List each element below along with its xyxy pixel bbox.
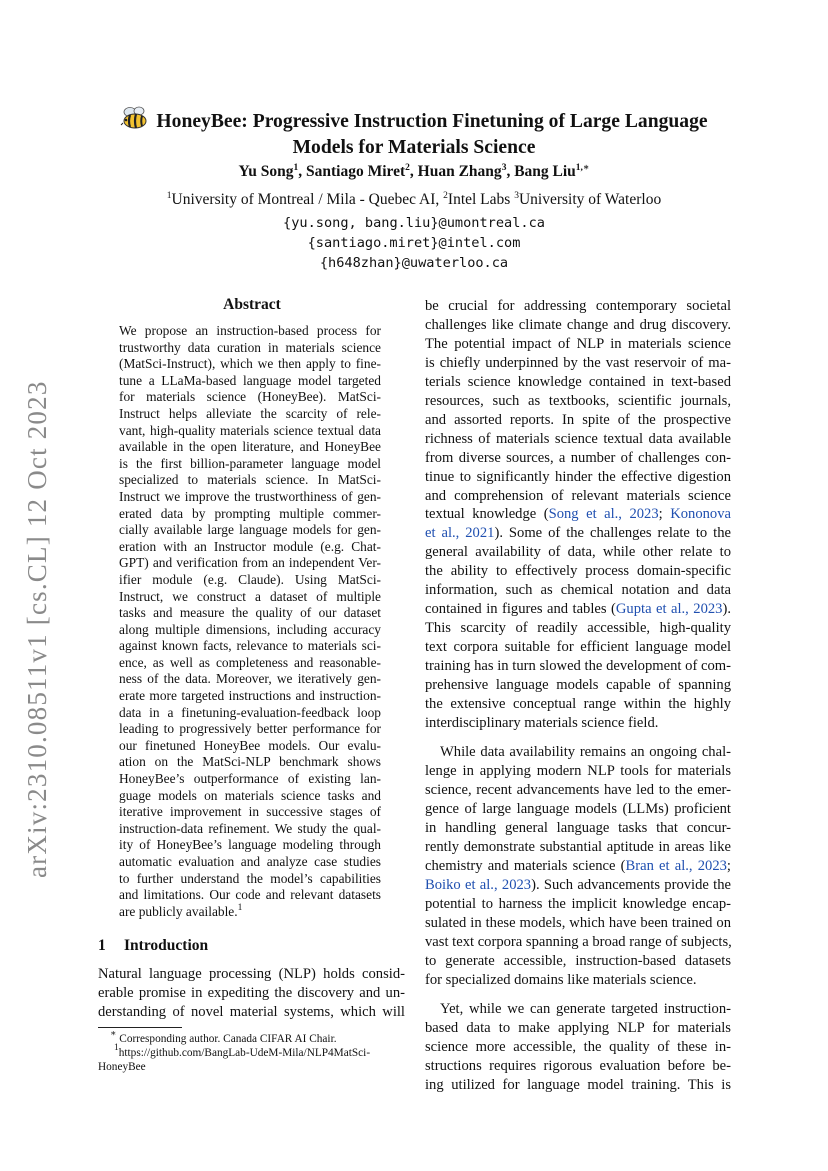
text-line: ifier module (e.g. Claude). Using MatSci- <box>119 571 381 587</box>
right-column <box>425 297 731 1095</box>
text-line: and limitations. Our code and relevant datasets <box>119 887 381 903</box>
text-line: Boiko et al., 2023). Such advancements provide the <box>425 877 731 894</box>
affiliations: $^1$University of Montreal / Mila - Quebec AI, $^2$Intel Labs $^3$University of Waterloo <box>166 191 662 208</box>
paragraph-3-lines <box>425 1000 731 1095</box>
email-line: {santiago.miret}@intel.com <box>307 235 521 251</box>
text-line: is chiefly underpinned by the vast reservoir of ma- <box>425 354 731 371</box>
text-line: for specialized domains like materials science. <box>425 971 697 988</box>
text-line: chemistry and materials science (Bran et al., 2023; <box>425 858 731 875</box>
citation-link[interactable]: Kononova <box>670 506 731 523</box>
text-line: for materials science (HoneyBee). MatSci- <box>119 389 381 405</box>
text-line: is the first billion-parameter language model <box>119 455 381 471</box>
abstract-lines <box>119 323 381 904</box>
text-line: vant, high-quality materials science textual data <box>119 422 381 438</box>
text-line: Instruct, we construct a dataset of multiple <box>119 588 381 604</box>
author: Bang Liu$^{1,∗}$ <box>514 163 590 180</box>
text-line: ity of HoneyBee’s language modeling through <box>119 837 381 853</box>
text-line: leading to progressively better performance for <box>119 721 381 737</box>
text-line: sulated in these models, which have been trained on <box>425 915 731 931</box>
text-line: erate more targeted instructions and instruction- <box>119 688 381 704</box>
citation-link[interactable]: et al., 2021 <box>425 525 495 542</box>
text-line: against known facts, relevance to materials sci- <box>119 638 381 654</box>
email-line: {yu.song, bang.liu}@umontreal.ca <box>283 215 545 231</box>
text-line: guage models on materials science tasks and <box>119 787 381 803</box>
footnotes <box>98 1029 406 1074</box>
text-line: gence of large language models (LLMs) proficient <box>425 801 731 818</box>
text-line: available in the open literature, and HoneyBee <box>119 439 381 455</box>
text-line: along multiple dimensions, including accuracy <box>119 621 381 637</box>
title-line-1: HoneyBee: Progressive Instruction Finetuning of Large Language <box>156 111 708 132</box>
citation-link[interactable]: Song et al., 2023 <box>548 506 659 523</box>
text-line: trustworthy data curation in materials science <box>119 339 381 355</box>
text-line: instruction-data refinement. We study the qual- <box>119 820 381 836</box>
paper-title <box>90 106 738 159</box>
text-line: (MatSci-Instruct), which we then apply to fine- <box>119 356 381 372</box>
bee-icon <box>120 106 150 136</box>
abstract-body <box>119 323 381 920</box>
paragraph-1-lines <box>425 297 731 505</box>
email-line: {h648zhan}@uwaterloo.ca <box>319 255 509 271</box>
section-heading <box>98 937 208 955</box>
text-line: interdisciplinary materials science field. <box>425 714 659 731</box>
text-line: in handling general language tasks that concur- <box>425 820 731 837</box>
author: Huan Zhang$^3$, <box>417 163 515 180</box>
text-line: ation on the MatSci-NLP benchmark shows <box>119 754 381 770</box>
text-line: erated data by prompting multiple commer- <box>119 505 381 521</box>
footnote-corresponding: ∗ Corresponding author. Canada CIFAR AI Chair. <box>110 1029 337 1045</box>
footnote-rule <box>98 1027 182 1028</box>
text-line: our finetuned HoneyBee models. Our evalu- <box>119 737 381 753</box>
text-line: ness of the data. Moreover, we iteratively gen- <box>119 671 381 687</box>
text-line: data in a finetuning-evaluation-feedback loop <box>119 704 381 720</box>
paragraph-1-lines-c <box>425 619 731 714</box>
text-line: from diverse sources, a number of challenges con- <box>425 449 731 466</box>
arxiv-stamp-text: arXiv:2310.08511v1 [cs.CL] 12 Oct 2023 <box>22 380 52 878</box>
footnote-code-link[interactable]: $^1$https://github.com/BangLab-UdeM-Mila/NLP4MatSci- <box>114 1043 371 1059</box>
text-line: structions requires rigorous evaluation before be- <box>425 1058 731 1075</box>
text-line: eration with an Instructor module (e.g. Chat- <box>119 538 381 554</box>
text-line: to further understand the model’s capabilities <box>119 870 381 886</box>
text-line: potential to harness the implicit knowledge encap- <box>425 896 731 913</box>
text-line: derstanding of novel material systems, which will <box>98 1004 405 1020</box>
text-line: erable promise in expediting the discovery and un- <box>98 985 405 1001</box>
text-line: vast text corpora spanning a broad range of subjects, <box>425 933 732 950</box>
text-line: Instruct helps alleviate the scarcity of rele- <box>119 405 381 421</box>
text-line: terials science knowledge contained in text-based <box>425 373 731 390</box>
text-line: tinue to significantly hinder the effective digestion <box>425 468 731 485</box>
text-line: HoneyBee’s outperformance of existing lan- <box>119 771 381 787</box>
section-title: Introduction <box>124 937 209 954</box>
text-line: to generate accessible, instruction-based datasets <box>425 952 731 969</box>
paragraph-2-lines-b <box>425 895 731 971</box>
intro-paragraph <box>98 965 405 1022</box>
text-line: GPT) and verification from an independent Ver- <box>119 555 381 571</box>
text-line: tasks and measure the quality of our dataset <box>119 605 381 621</box>
author: Santiago Miret$^2$, <box>306 163 418 180</box>
text-line: science more accessible, the quality of these in- <box>425 1039 731 1056</box>
text-line: rently demonstrate substantial aptitude in areas like <box>425 839 731 856</box>
text-line: and comprehension of relevant materials science <box>425 487 731 504</box>
text-line: We propose an instruction-based process for <box>119 323 381 338</box>
text-line: tune a LLaMa-based language model targeted <box>119 372 381 388</box>
arxiv-stamp <box>22 300 58 880</box>
title-line-2: Models for Materials Science <box>292 137 536 158</box>
abstract-heading: Abstract <box>223 296 281 313</box>
footnote-code-link-cont: HoneyBee <box>98 1061 146 1073</box>
text-line: lenge in applying modern NLP tools for materials <box>425 763 731 780</box>
text-line: the ability to effectively process domain-specific <box>425 563 731 580</box>
text-line: text corpora suitable for efficient language model <box>425 639 731 656</box>
text-line: and assorted reports. In spite of the prospective <box>425 411 731 428</box>
email-list <box>90 213 738 273</box>
text-line: contained in figures and tables (Gupta et al., 2023). <box>425 601 731 618</box>
author: Yu Song$^1$, <box>238 163 306 180</box>
citation-link[interactable]: Boiko et al., 2023 <box>425 877 532 894</box>
text-line: challenges like climate change and drug discovery. <box>425 316 731 333</box>
text-line: based data to make applying NLP for materials <box>425 1020 731 1037</box>
abstract-last-line: are publicly available.$^1$ <box>119 902 243 919</box>
author-list <box>90 163 738 181</box>
text-line: the extensive conceptual range within the highly <box>425 696 731 713</box>
text-line: This scarcity of readily accessible, high-quality <box>425 620 731 637</box>
section-number: 1 <box>98 937 106 954</box>
text-line: science, recent advancements have led to the emer- <box>425 782 731 799</box>
text-line: ing utilized for language model training. This is <box>425 1077 731 1094</box>
text-line: specialized to materials science. In MatSci- <box>119 472 381 488</box>
text-line: Instruct we improve the trustworthiness of gen- <box>119 488 381 504</box>
text-line: general availability of data, while other relate to <box>425 544 731 561</box>
text-line: The potential impact of NLP in materials science <box>425 335 731 352</box>
paragraph-2-lines <box>425 743 731 857</box>
text-line: ence, as well as completeness and reasonable- <box>119 654 381 670</box>
text-line: be crucial for addressing contemporary societal <box>425 298 731 314</box>
text-line: textual knowledge (Song et al., 2023; Kononova <box>425 506 731 523</box>
text-line: prehensive language models capable of spanning <box>425 677 731 694</box>
text-line: cially available large language models for gen- <box>119 522 381 538</box>
text-line: resources, such as textbooks, scientific journals, <box>425 392 731 409</box>
citation-link[interactable]: Gupta et al., 2023 <box>615 601 723 618</box>
text-line: While data availability remains an ongoing chal- <box>440 744 731 761</box>
text-line: iterative improvement in successive stages of <box>119 804 381 820</box>
text-line: information, such as chemical notation and data <box>425 582 731 599</box>
citation-link[interactable]: Bran et al., 2023 <box>625 858 727 875</box>
text-line: automatic evaluation and analyze case studies <box>119 854 381 869</box>
text-line: Yet, while we can generate targeted instruction- <box>440 1001 731 1018</box>
text-line: Natural language processing (NLP) holds consid- <box>98 966 405 982</box>
text-line: et al., 2021). Some of the challenges relate to the <box>425 525 731 542</box>
text-line: richness of materials science textual data available <box>425 430 731 447</box>
text-line: training has in turn slowed the development of com- <box>425 658 731 675</box>
paragraph-1-lines-b <box>425 543 731 600</box>
